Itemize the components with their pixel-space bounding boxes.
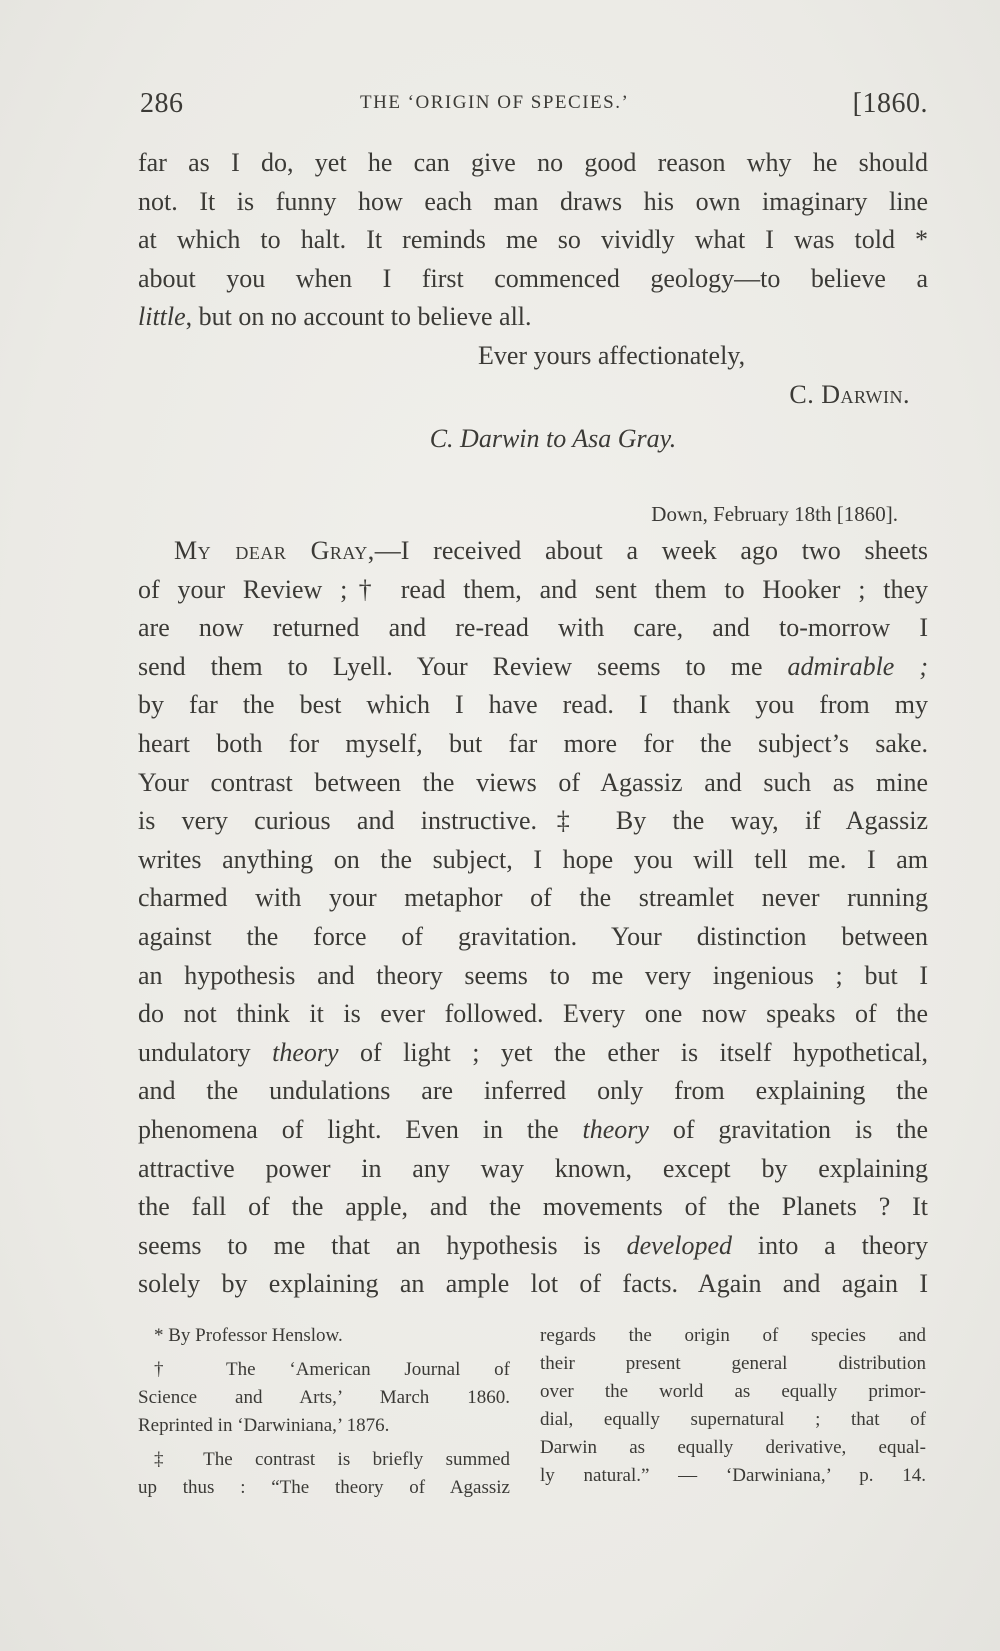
text-span: undulatory: [138, 1037, 273, 1067]
text-span: writes anything on the subject, I hope you will tell me. I am: [138, 844, 928, 874]
text-span: solely by explaining an ample lot of facts. Again and again I: [138, 1269, 928, 1299]
text-line: [138, 918, 928, 957]
text-line: [138, 571, 928, 610]
text-line: [138, 841, 928, 880]
page-number: 286: [140, 88, 184, 119]
text-span: attractive power in any way known, except by explaining: [138, 1153, 928, 1183]
text-span: charmed with your metaphor of the streamlet never running: [138, 883, 928, 913]
footnote-line: regards the origin of species and: [540, 1325, 926, 1346]
text-line: [138, 764, 928, 803]
footnote-line: up thus : “The theory of Agassiz: [138, 1477, 510, 1498]
text-span: by far the best which I have read. I thank you from my: [138, 690, 928, 720]
text-span: do not think it is ever followed. Every one now speaks of the: [138, 999, 928, 1029]
footnote-line: * By Professor Henslow.: [154, 1325, 343, 1346]
text-line: [138, 1188, 928, 1227]
previous-letter-ending: [138, 144, 928, 414]
text-span: seems to me that an hypothesis is: [138, 1230, 627, 1260]
text-line: [138, 1072, 928, 1111]
text-line: at which to halt. It reminds me so vividly what I was told *: [138, 225, 928, 255]
footnote-line: † The ‘American Journal of: [154, 1359, 510, 1380]
text-line: [138, 1111, 928, 1150]
text-line: far as I do, yet he can give no good reason why he should: [138, 148, 928, 177]
text-span: of light ; yet the ether is itself hypothetical,: [338, 1037, 928, 1067]
text-line: [138, 1227, 928, 1266]
text-line: [138, 995, 928, 1034]
footnote-line: ‡ The contrast is briefly summed: [154, 1449, 510, 1470]
letter-heading-block: [138, 420, 928, 459]
text-span: of gravitation is the: [648, 1114, 928, 1144]
text-span: phenomena of light. Even in the: [138, 1114, 583, 1144]
signature: C. Darwin.: [789, 379, 910, 409]
footnote-line: their present general distribution: [540, 1353, 926, 1374]
text-line: [138, 1034, 928, 1073]
text-line: [138, 1265, 928, 1304]
text-span: of your Review ;† read them, and sent them to Hooker ; they: [138, 574, 928, 604]
text-span: send them to Lyell. Your Review seems to me: [138, 651, 788, 681]
text-line: [138, 1150, 928, 1189]
footnote-line: Science and Arts,’ March 1860.: [138, 1387, 510, 1408]
text-line: [138, 686, 928, 725]
footnote-line: dial, equally supernatural ; that of: [540, 1409, 926, 1430]
text-line: [138, 957, 928, 996]
letter-body: [138, 532, 928, 1304]
text-span: heart both for myself, but far more for the subject’s sake.: [138, 728, 928, 758]
text-line: not. It is funny how each man draws his own imaginary line: [138, 186, 928, 216]
italic-word: admirable ;: [787, 651, 928, 681]
text-span: , but on no account to believe all.: [185, 302, 532, 332]
italic-word: theory: [272, 1037, 339, 1067]
footnote-line: Darwin as equally derivative, equal-: [540, 1437, 926, 1458]
text-line: [138, 879, 928, 918]
closing: Ever yours affectionately,: [478, 340, 746, 370]
text-span: is very curious and instructive.‡ By the way, if Agassiz: [138, 806, 928, 836]
footnote-line: over the world as equally primor-: [540, 1381, 926, 1402]
text-span: against the force of gravitation. Your distinction between: [138, 921, 928, 951]
text-span: Your contrast between the views of Agassiz and such as mine: [138, 767, 928, 797]
running-header: [140, 88, 928, 124]
italic-word: theory: [582, 1114, 649, 1144]
text-span: —I received about a week ago two sheets: [374, 536, 928, 565]
italic-word: little: [138, 302, 186, 332]
text-line: [138, 609, 928, 648]
dateline-block: [138, 495, 928, 534]
text-span: into a theory: [732, 1230, 928, 1260]
text-span: are now returned and re-read with care, and to-morrow I: [138, 613, 928, 643]
italic-word: developed: [626, 1230, 733, 1260]
text-line: [138, 802, 928, 841]
header-year: [1860.: [852, 88, 928, 119]
text-line: [138, 648, 928, 687]
letter-heading: C. Darwin to Asa Gray.: [429, 424, 677, 453]
running-title: THE ‘ORIGIN OF SPECIES.’: [360, 92, 630, 113]
footnote-line: Reprinted in ‘Darwiniana,’ 1876.: [138, 1415, 390, 1436]
text-line: [138, 298, 928, 337]
footnotes-left-column: [138, 1322, 510, 1502]
text-span: the fall of the apple, and the movements of the Planets ? It: [138, 1192, 928, 1222]
footnotes-right-column: [540, 1322, 926, 1490]
dateline: Down, February 18th [1860].: [651, 502, 898, 526]
text-line: about you when I first commenced geology—to believe a: [138, 263, 928, 293]
text-line: [138, 725, 928, 764]
footnote-line: ly natural.” — ‘Darwiniana,’ p. 14.: [540, 1465, 926, 1486]
text-line: [138, 532, 928, 571]
salutation: My dear Gray,: [174, 536, 375, 565]
text-span: an hypothesis and theory seems to me very ingenious ; but I: [138, 960, 928, 990]
text-span: and the undulations are inferred only from explaining the: [138, 1076, 928, 1106]
